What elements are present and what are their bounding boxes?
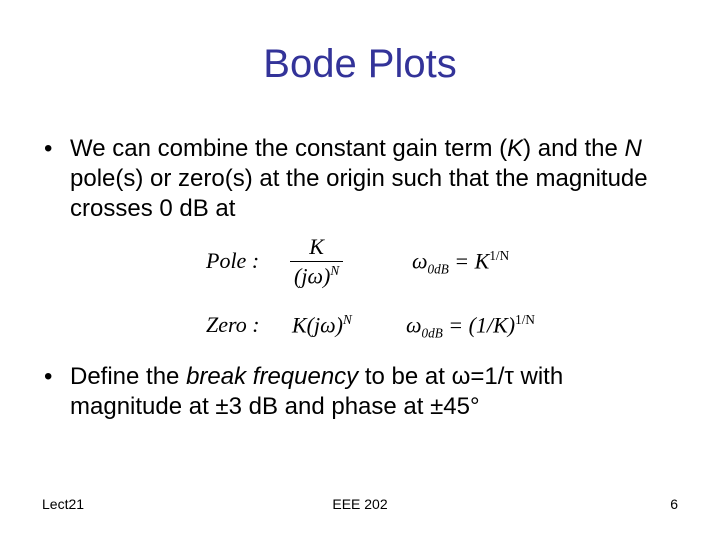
pole-denominator: $(j\omega)^N$ — [290, 261, 343, 289]
bullet-1-text: We can combine the constant gain term (K) and the N pole(s) or zero(s) at the origin such that the magnitude crosses 0 dB at — [70, 135, 648, 222]
bullet-symbol: • — [44, 135, 53, 162]
pole-fraction — [290, 234, 343, 289]
zero-label: Zero : — [206, 312, 260, 337]
slide-title: Bode Plots — [263, 42, 457, 86]
pole-label: Pole : — [206, 248, 260, 273]
pole-rhs: $\omega_{0dB} = K^{1/N}$ — [412, 248, 510, 277]
bullet-2-text: Define the break frequency to be at ω=1/τ with magnitude at ±3 dB and phase at ±45° — [70, 363, 564, 420]
bullet-symbol: • — [44, 363, 53, 390]
zero-expression: $K(j\omega)^N$ — [292, 312, 352, 338]
pole-numerator: K — [309, 234, 324, 259]
zero-rhs: $\omega_{0dB} = (1/K)^{1/N}$ — [406, 312, 535, 341]
footer-page-number: 6 — [670, 496, 678, 512]
footer-left: Lect21 — [42, 496, 85, 512]
footer-center: EEE 202 — [332, 496, 388, 512]
